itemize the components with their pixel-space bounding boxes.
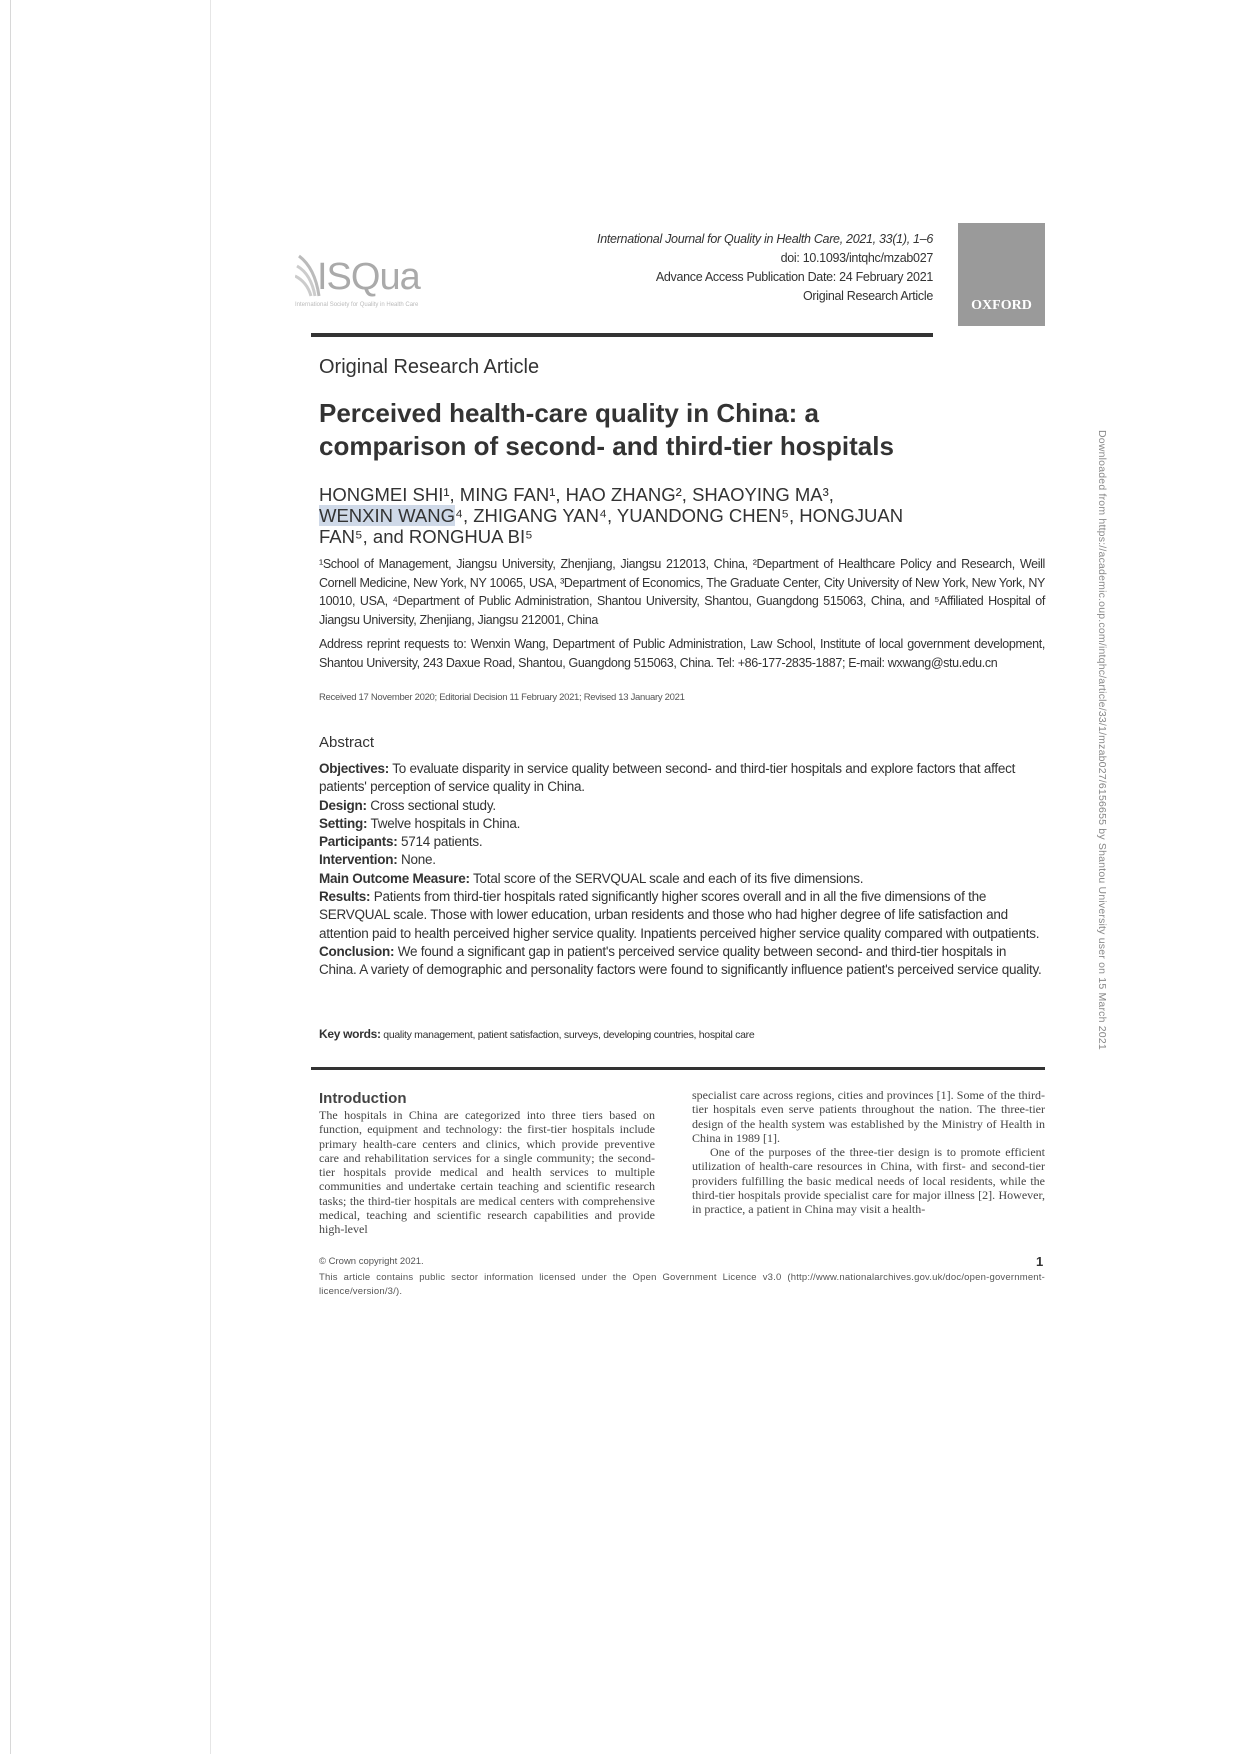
abstract-heading: Abstract: [319, 734, 375, 751]
abstract-conclusion: Conclusion: We found a significant gap in patient's perceived service quality between second- and third-tier hospitals in China. A variety of demographic and personality factors were found to significantly influence patient's perceived service quality.: [319, 943, 1042, 978]
introduction-heading: Introduction: [319, 1090, 407, 1107]
abstract-divider: [311, 1067, 1045, 1070]
abstract-objectives: Objectives: To evaluate disparity in service quality between second- and third-tier hospitals and explore factors that affect patients' perception of service quality in China.: [319, 761, 1016, 795]
abstract-results: Results: Patients from third-tier hospitals rated significantly higher scores overall and in all the five dimensions of the SERVQUAL scale. Those with lower education, urban residents and those who had higher degree of life satisfaction and attention paid to health perceived higher service quality. Inpatients perceived higher service quality compared with outpatients.: [319, 889, 1040, 941]
header-divider: [311, 333, 933, 337]
abstract-design: Design: Cross sectional study.: [319, 797, 496, 813]
journal-citation: International Journal for Quality in Health Care, 2021, 33(1), 1–6: [597, 232, 933, 246]
publication-date: Advance Access Publication Date: 24 February 2021: [655, 270, 933, 284]
highlighted-author: WENXIN WANG: [319, 505, 456, 526]
article-type: Original Research Article: [802, 289, 933, 303]
introduction-left-column: The hospitals in China are categorized into three tiers based on function, equipment and technology: the first-tier hospitals include primary health-care centers and clinics, which provide preventive care and rehabilitation services for a single community; the second-tier hospitals provide medical and health services to multiple communities and undertake certain teaching and scientific research tasks; the third-tier hospitals are medical centers with comprehensive medical, teaching and scientific research capabilities and provide high-level: [319, 1108, 655, 1237]
introduction-right-column: specialist care across regions, cities and provinces [1]. Some of the third-tier hospitals even serve patients throughout the nation. The three-tier design of the health system was established by the Ministry of Health in China in 1989 [1]. One of the purposes of the three-tier design is to promote efficient utilization of health-care resources in China, with first- and second-tier providers fulfilling the basic medical needs of local residents, while the third-tier hospitals provide specialist care for major illness [2]. However, in practice, a patient in China may visit a health-: [692, 1088, 1045, 1217]
doi: doi: 10.1093/intqhc/mzab027: [780, 251, 933, 265]
section-label: Original Research Article: [319, 356, 540, 378]
abstract-outcome: Main Outcome Measure: Total score of the SERVQUAL scale and each of its five dimensions.: [319, 870, 864, 886]
abstract-body: [319, 760, 1045, 980]
scan-edge: [210, 0, 211, 1754]
affiliations: ¹School of Management, Jiangsu University, Zhenjiang, Jiangsu 212013, China, ²Department of Healthcare Policy and Research, Weill Cornell Medicine, New York, NY 10065, USA, ³Department of Economics, The Graduate Center, City University of New York, New York, NY 10010, USA, ⁴Department of Public Administration, Shantou University, Shantou, Guangdong 515063, China, and ⁵Affiliated Hospital of Jiangsu University, Zhenjiang, Jiangsu 212001, China: [319, 557, 1045, 627]
abstract-setting: Setting: Twelve hospitals in China.: [319, 815, 521, 831]
received-dates: Received 17 November 2020; Editorial Decision 11 February 2021; Revised 13 January 2021: [319, 692, 685, 703]
scan-edge: [10, 0, 11, 1754]
isqua-logo: ISQua International Society for Quality in Health Care: [295, 250, 435, 312]
page-number: 1: [1036, 1254, 1044, 1269]
license-notice: This article contains public sector information licensed under the Open Government Licence v3.0 (http://www.nationalarchives.gov.uk/doc/open-government-licence/version/3/).: [319, 1272, 1045, 1297]
article-title: Perceived health-care quality in China: a comparison of second- and third-tier hospitals: [319, 398, 894, 461]
journal-info: [560, 230, 933, 306]
keywords: Key words: quality management, patient satisfaction, surveys, developing countries, hospital care: [319, 1027, 755, 1041]
abstract-intervention: Intervention: None.: [319, 852, 436, 868]
download-watermark: Downloaded from https://academic.oup.com/intqhc/article/33/1/mzab027/6156655 by Shantou University user on 15 March 2021: [1096, 430, 1108, 1050]
oxford-logo: OXFORD: [958, 223, 1045, 326]
correspondence-address: Address reprint requests to: Wenxin Wang, Department of Public Administration, Law School, Institute of local government development, Shantou University, 243 Daxue Road, Shantou, Guangdong 515063, China. Tel: +86-177-2835-1887; E-mail: wxwang@stu.edu.cn: [319, 637, 1045, 670]
author-list: HONGMEI SHI¹, MING FAN¹, HAO ZHANG², SHAOYING MA³, WENXIN WANG⁴, ZHIGANG YAN⁴, YUANDONG CHEN⁵, HONGJUAN FAN⁵, and RONGHUA BI⁵: [319, 484, 904, 547]
abstract-participants: Participants: 5714 patients.: [319, 834, 483, 850]
copyright: © Crown copyright 2021.: [319, 1256, 424, 1267]
